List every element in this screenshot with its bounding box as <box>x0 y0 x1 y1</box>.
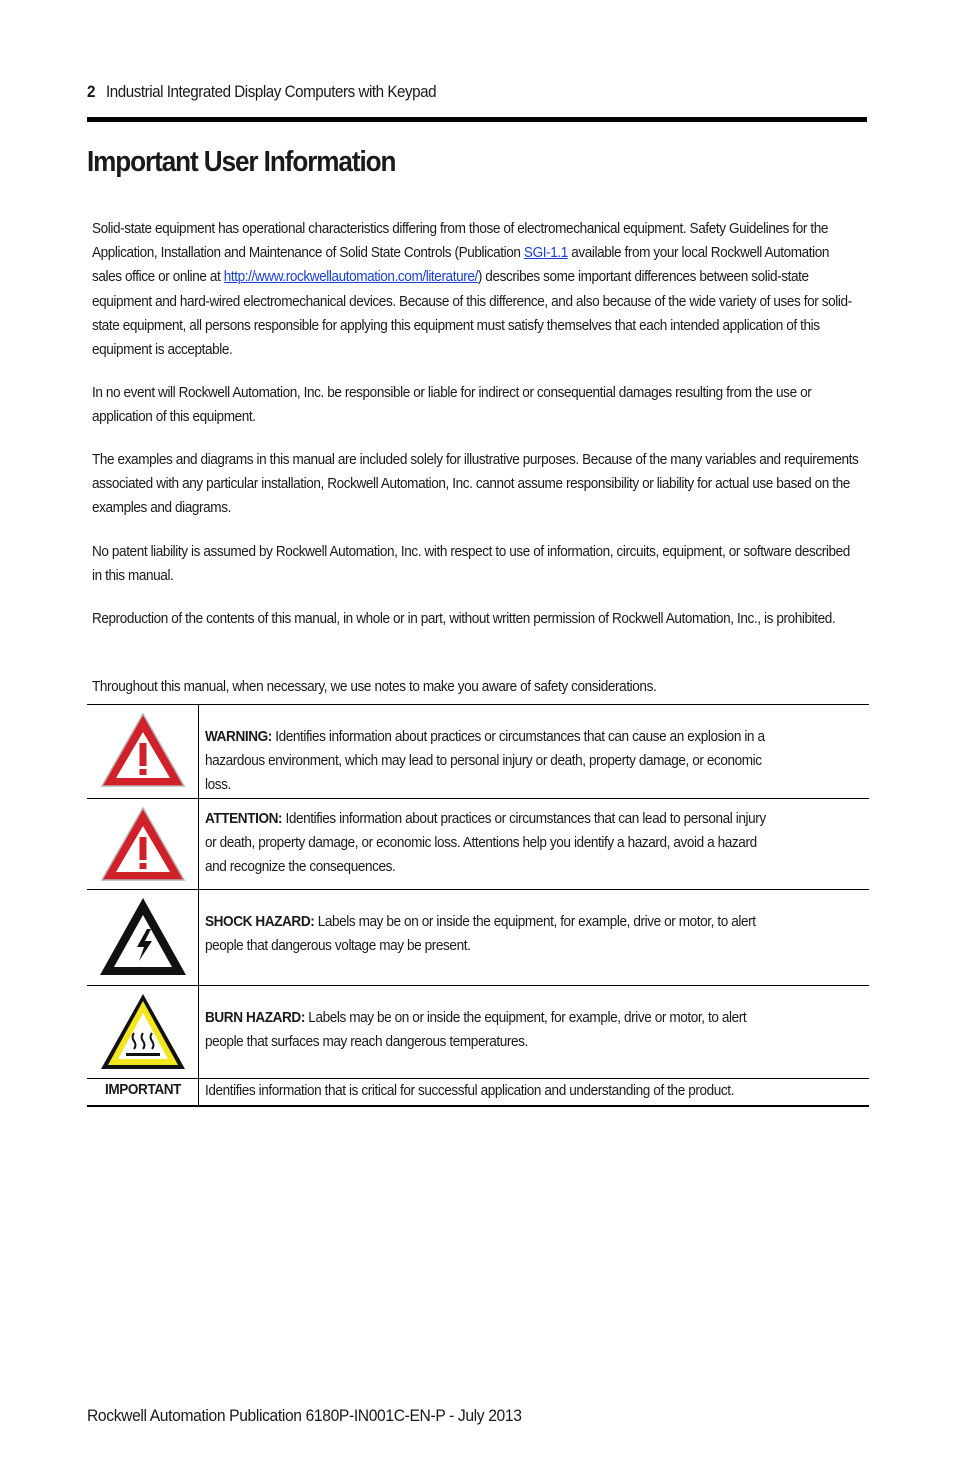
intro-paragraph-4 <box>92 540 861 588</box>
notice-row-shock-hazard <box>87 889 869 985</box>
page-number: 2 <box>87 83 95 101</box>
notice-text <box>205 986 777 1054</box>
paragraph-text: Throughout this manual, when necessary, we use notes to make you aware of safety considerations. <box>92 678 657 695</box>
running-title: Industrial Integrated Display Computers with Keypad <box>106 83 437 101</box>
notice-label-burn: BURN HAZARD: <box>205 1008 305 1026</box>
notice-row-warning <box>87 705 869 799</box>
notice-body: Identifies information about practices or circumstances that can cause an explosion in a hazardous environment, which may lead to personal injury or death, property damage, or economic loss. <box>205 728 765 794</box>
sgi-publication-link[interactable]: SGI-1.1 <box>523 244 568 262</box>
notice-label-attention: ATTENTION: <box>205 809 283 827</box>
important-text: Identifies information that is critical for successful application and understanding of the product. <box>205 1081 735 1099</box>
notice-row-attention <box>87 798 869 889</box>
intro-paragraph-5 <box>92 607 861 631</box>
publication-footer: Rockwell Automation Publication 6180P-IN001C-EN-P - July 2013 <box>87 1406 522 1425</box>
intro-text: available from your local Rockwell Automation sales office or online at <box>92 244 830 286</box>
warning-triangle-icon <box>98 710 188 790</box>
page-title: Important User Information <box>87 146 396 178</box>
notice-label-warning: WARNING: <box>205 728 272 745</box>
burn-hazard-icon <box>98 991 188 1073</box>
notice-row-burn-hazard <box>87 985 869 1078</box>
header-rule <box>87 117 867 122</box>
paragraph-text: In no event will Rockwell Automation, Inc. be responsible or liable for indirect or consequential damages resulting from the use or application of this equipment. <box>92 384 812 426</box>
notice-row-important <box>87 1078 869 1106</box>
shock-hazard-icon <box>97 895 189 979</box>
attention-triangle-icon <box>98 804 188 884</box>
paragraph-text: No patent liability is assumed by Rockwell Automation, Inc. with respect to use of information, circuits, equipment, or software described in this manual. <box>92 543 850 585</box>
intro-text: ) describes some important differences between solid-state equipment and hard-wired electromechanical devices. Because of this difference, and also because of the wide variety of uses for solid-state equipment, all persons responsible for applying this equipment must satisfy themselves that each intended application of this equipment is acceptable. <box>92 268 852 359</box>
intro-text: Solid-state equipment has operational characteristics differing from those of electromechanical equipment. Safety Guidelines for the Application, Installation and Maintenance of Solid State Controls (Publication <box>92 220 829 262</box>
intro-paragraph-6 <box>92 675 861 699</box>
intro-paragraph-2 <box>92 381 861 429</box>
safety-notices-table <box>87 704 869 1107</box>
notice-text <box>205 705 777 798</box>
notice-body: Labels may be on or inside the equipment, for example, drive or motor, to alert people that surfaces may reach dangerous temperatures. <box>205 1008 747 1050</box>
notice-body: Labels may be on or inside the equipment, for example, drive or motor, to alert people that dangerous voltage may be present. <box>205 912 756 954</box>
intro-paragraph-3 <box>92 448 861 521</box>
running-header <box>87 83 436 102</box>
intro-paragraph-1 <box>92 217 861 362</box>
notice-text <box>205 890 777 958</box>
important-label: IMPORTANT <box>104 1080 181 1098</box>
notice-body: Identifies information about practices or circumstances that can lead to personal injury or death, property damage, or economic loss. Attentions help you identify a hazard, avoid a hazard and recognize the consequences. <box>205 809 766 876</box>
notice-text <box>205 799 777 880</box>
paragraph-text: The examples and diagrams in this manual are included solely for illustrative purposes. Because of the many variables and requirements associated with any particular installation, Rockwell Automation, Inc. cannot assume responsibility or liability for actual use based on the examples and diagrams. <box>92 451 859 517</box>
paragraph-text: Reproduction of the contents of this manual, in whole or in part, without written permission of Rockwell Automation, Inc., is prohibited. <box>92 610 836 627</box>
literature-url-link[interactable]: http://www.rockwellautomation.com/literature/ <box>223 268 478 286</box>
notice-label-shock: SHOCK HAZARD: <box>205 912 315 930</box>
